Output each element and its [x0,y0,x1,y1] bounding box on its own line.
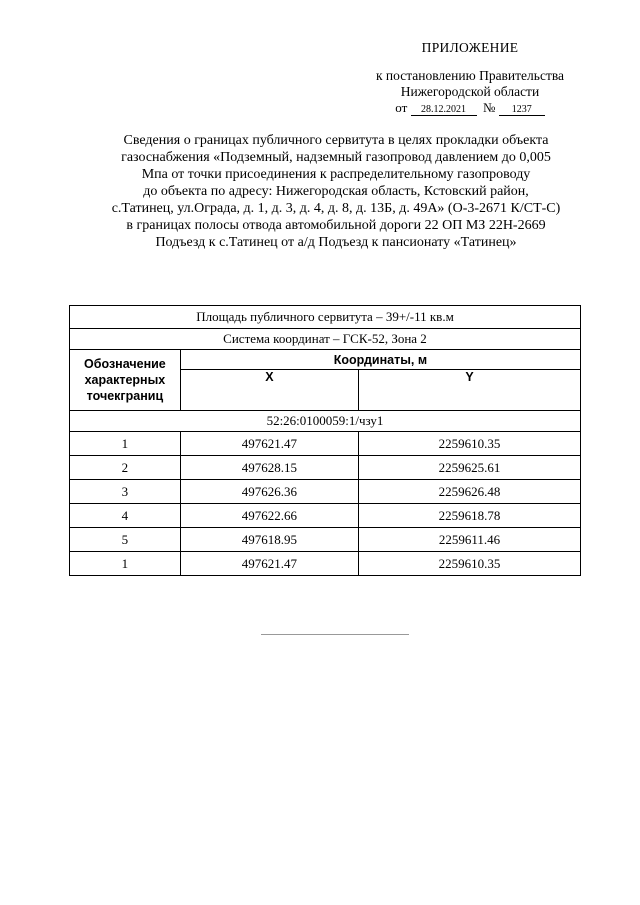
appendix-line-1: к постановлению Правительства [375,68,565,83]
from-label: от [395,100,408,115]
x-value: 497618.95 [180,528,358,552]
servitude-area: Площадь публичного сервитута – 39+/-11 кв.м [70,306,581,329]
point-designation-header: Обозначение характерных точекграниц [70,350,181,411]
table-row [70,480,581,504]
x-value: 497621.47 [180,432,358,456]
resolution-number: 1237 [499,104,545,116]
subject-line: газоснабжения «Подземный, надземный газопровод давлением до 0,005 [121,150,551,165]
table-row [70,552,581,576]
x-value: 497621.47 [180,552,358,576]
coordinate-system: Система координат – ГСК-52, Зона 2 [70,329,581,350]
y-value: 2259611.46 [359,528,581,552]
coordinates-table [69,305,581,576]
point-number: 1 [70,552,181,576]
subject-line: до объекта по адресу: Нижегородская область, Кстовский район, [143,184,529,199]
y-value: 2259610.35 [359,432,581,456]
table-row [70,456,581,480]
x-header: X [180,370,358,411]
table-row [70,504,581,528]
coordinates-header: Координаты, м [180,350,580,370]
x-value: 497626.36 [180,480,358,504]
subject-line: Мпа от точки присоединения к распределительному газопроводу [141,167,531,182]
end-divider [261,634,409,635]
y-value: 2259618.78 [359,504,581,528]
appendix-title: ПРИЛОЖЕНИЕ [421,40,519,55]
appendix-dateline [355,100,585,116]
y-value: 2259626.48 [359,480,581,504]
point-number: 5 [70,528,181,552]
point-number: 3 [70,480,181,504]
x-value: 497628.15 [180,456,358,480]
y-value: 2259610.35 [359,552,581,576]
table-row [70,528,581,552]
subject-line: Сведения о границах публичного сервитута в целях прокладки объекта [123,133,549,148]
number-label: № [483,100,496,115]
subject-line: в границах полосы отвода автомобильной дороги 22 ОП МЗ 22Н-2669 [126,218,546,233]
document-subject [86,132,586,251]
point-number: 4 [70,504,181,528]
y-header: Y [359,370,581,411]
parcel-number: 52:26:0100059:1/чзу1 [70,411,581,432]
resolution-date: 28.12.2021 [411,104,477,116]
y-value: 2259625.61 [359,456,581,480]
appendix-line-2: Нижегородской области [400,84,540,99]
point-number: 1 [70,432,181,456]
table-row [70,432,581,456]
appendix-header [355,40,585,116]
subject-line: с.Татинец, ул.Ограда, д. 1, д. 3, д. 4, д. 8, д. 13Б, д. 49А» (О-3-2671 К/СТ-С) [111,201,561,216]
x-value: 497622.66 [180,504,358,528]
point-number: 2 [70,456,181,480]
subject-line: Подъезд к с.Татинец от а/д Подъезд к пансионату «Татинец» [155,235,517,250]
